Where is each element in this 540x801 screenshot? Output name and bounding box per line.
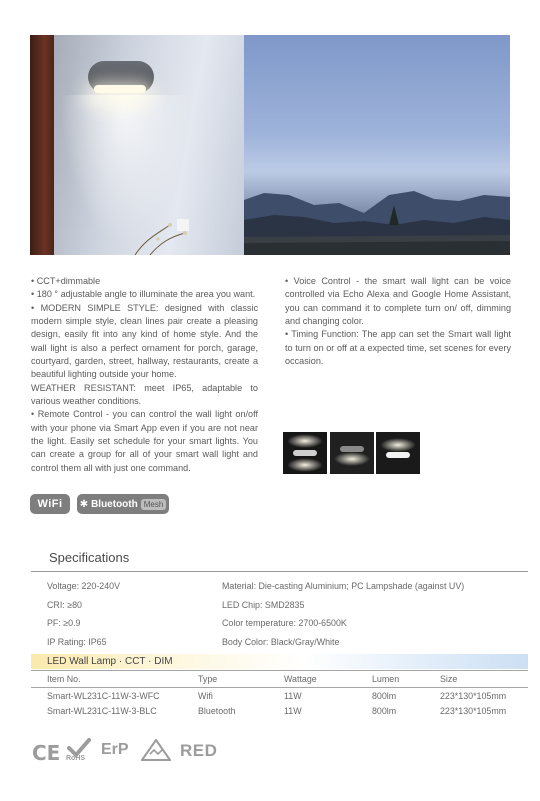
wifi-label: WiFi (37, 498, 63, 510)
spec-cri: CRI: ≥80 (47, 600, 82, 610)
table-header-item-no: Item No. (47, 674, 81, 684)
table-row-2-size: 223*130*105mm (440, 706, 507, 716)
table-header-wattage: Wattage (284, 674, 317, 684)
mesh-label: Mesh (141, 499, 167, 510)
table-header-lumen: Lumen (372, 674, 400, 684)
safety-triangle-icon (141, 739, 171, 761)
bluetooth-mesh-badge (77, 494, 169, 514)
table-row-1-item-no: Smart-WL231C-11W-3-WFC (47, 691, 160, 701)
table-row-2-wattage: 11W (284, 706, 302, 716)
spec-color-temperature: Color temperature: 2700-6500K (222, 618, 347, 628)
thumbnail-soft-light (376, 432, 420, 474)
table-row-2-type: Bluetooth (198, 706, 236, 716)
door-frame (30, 35, 54, 255)
table-header-rule (31, 687, 528, 688)
feature-weather: WEATHER RESISTANT: meet IP65, adaptable to various weather conditions. (31, 382, 258, 407)
table-row-1-lumen: 800lm (372, 691, 397, 701)
features-right-column (285, 275, 511, 368)
ce-mark: CE (32, 741, 61, 765)
feature-cct: • CCT+dimmable (31, 276, 101, 286)
thumbnail-up-down-light (283, 432, 327, 474)
feature-angle: • 180 ° adjustable angle to illuminate the area you want. (31, 289, 256, 300)
feature-voice: • Voice Control - the smart wall light can be voice controlled via Echo Alexa and Google Home Assistant, you can command it to complete turn on/ off, dimming and changing color. (285, 276, 511, 327)
wifi-badge (30, 494, 70, 514)
bluetooth-label: Bluetooth (91, 498, 138, 510)
spec-pf: PF: ≥0.9 (47, 618, 81, 628)
table-top-rule (31, 670, 528, 671)
table-header-size: Size (440, 674, 458, 684)
feature-remote: • Remote Control - you can control the wall light on/off with your phone via Smart App even if you are not near the light. Easily set schedule for your smart lights. You can create a group for all of your smart wall light and control them all with just one command. (31, 409, 258, 473)
features-left-column (31, 275, 258, 475)
spec-voltage: Voltage: 220-240V (47, 581, 121, 591)
product-table-title: LED Wall Lamp · CCT · DIM (47, 656, 173, 667)
plant-decoration (125, 215, 195, 255)
table-row-1-wattage: 11W (284, 691, 302, 701)
feature-style: • MODERN SIMPLE STYLE: designed with classic modern simple style, clean lines pair create a pleasing design, easily fit into any kind of home style. And the wall light is also a perfect ornament for porch, garage, courtyard, garden, street, hallway, restaurants, create a beautiful lighting outside your home. (31, 302, 258, 380)
erp-mark: ErP (101, 741, 129, 758)
rohs-label: RoHS (66, 755, 86, 762)
spec-material: Material: Die-casting Aluminium; PC Lampshade (against UV) (222, 581, 465, 591)
mountain-silhouette (244, 165, 510, 255)
hero-image (30, 35, 510, 255)
red-mark: RED (180, 741, 218, 760)
wall-lamp-diffuser (94, 85, 146, 93)
landscape-photo (244, 35, 510, 255)
feature-timing: • Timing Function: The app can set the Smart wall light to turn on or off at a expected time, set scenes for every occasion. (285, 329, 511, 367)
spec-led-chip: LED Chip: SMD2835 (222, 600, 305, 610)
table-row-2-lumen: 800lm (372, 706, 397, 716)
specifications-divider (31, 571, 528, 572)
spec-body-color: Body Color: Black/Gray/White (222, 637, 340, 647)
table-row-1-size: 223*130*105mm (440, 691, 507, 701)
specifications-title: Specifications (49, 550, 130, 565)
table-row-1-type: Wifi (198, 691, 213, 701)
table-row-2-item-no: Smart-WL231C-11W-3-BLC (47, 706, 157, 716)
table-header-type: Type (198, 674, 218, 684)
thumbnail-down-light (330, 432, 374, 474)
bluetooth-icon: ✱ (79, 498, 89, 510)
spec-ip-rating: IP Rating: IP65 (47, 637, 107, 647)
wall-lamp-photo (30, 35, 244, 255)
